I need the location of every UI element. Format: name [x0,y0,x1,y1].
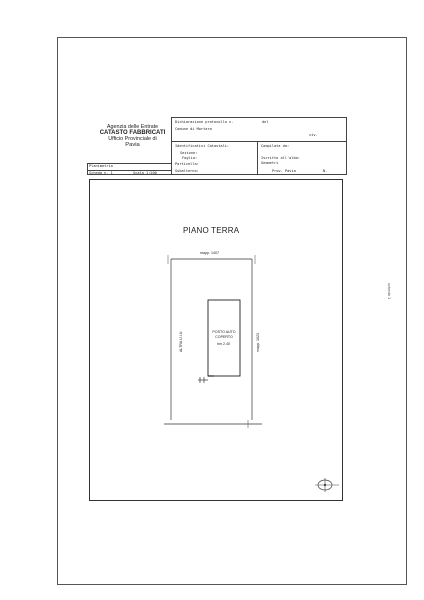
planimetria-box [87,163,172,175]
floor-title: PIANO TERRA [183,226,240,235]
iscritto-label: Iscritto all'albo: [261,156,300,160]
left-uiu-label: ALTRA U.I.U. [179,330,183,352]
compilata-box [257,141,347,175]
compilata-label: Compilata da: [261,144,290,148]
plan-area [89,179,343,501]
provincia-label: Pavia [125,142,140,148]
catasto-title: CATASTO FABBRICATI [99,130,166,136]
identificativi-box [171,141,258,175]
planimetria-label: Planimetria [89,164,113,168]
n-label: N. [323,169,328,173]
room-height-label: hm 2.40 [217,342,230,346]
ufficio-label: Ufficio Provinciale di [108,136,157,142]
scheda-label: Scheda n. 1 [89,171,113,175]
subalterno-label: Subalterno: [175,169,199,173]
prov-label: Prov. Pavia [272,169,296,173]
side-label: scheda 1 [387,283,392,300]
dichiarazione-box [171,117,347,142]
right-mapp-label: mapp. 1023 [256,333,260,352]
room-name-label: POSTO AUTO COPERTO [212,330,236,339]
identificativi-label: Identificativi Catastali: [175,144,230,148]
floor-plan-drawing [90,180,342,500]
del-label: del [262,120,269,124]
agency-name: Agenzia delle Entrate [106,124,159,130]
sezione-label: Sezione: [180,151,198,155]
geometri-label: Geometri [261,161,279,165]
scala-label: Scala 1:200 [133,171,157,175]
comune-label: Comune di Mortara [175,127,212,131]
foglio-label: Foglio: [182,156,198,160]
dichiarazione-label: Dichiarazione protocollo n. [175,120,234,124]
top-mapp-label: mapp. 1407 [200,251,219,255]
agency-block [85,124,180,148]
particella-label: Particella: [175,162,199,166]
civ-label: civ. [309,133,318,137]
compass-icon [313,475,343,495]
